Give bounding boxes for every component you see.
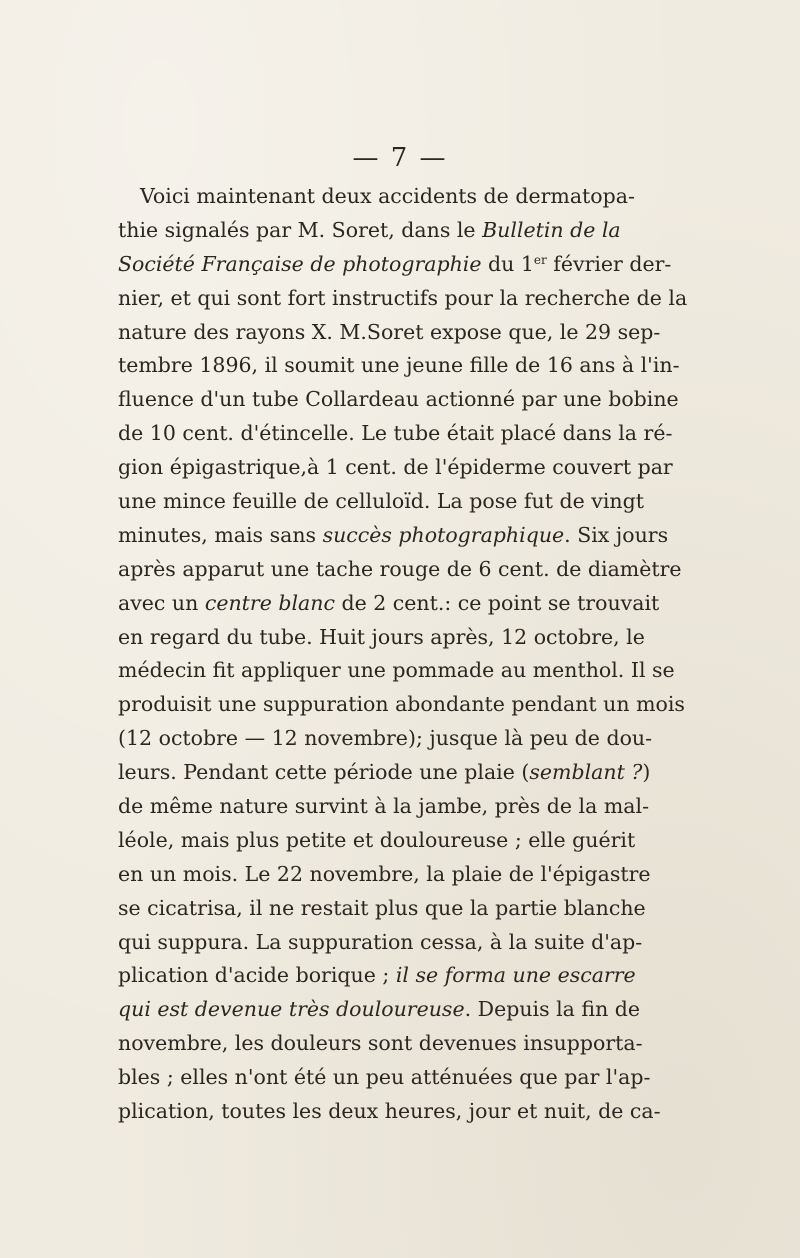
- text-segment: tembre 1896, il soumit une jeune fille de 16 ans à l'in-: [118, 353, 680, 378]
- text-segment: ): [642, 760, 651, 785]
- body-text: [118, 180, 688, 1129]
- text-line: [118, 993, 641, 1027]
- text-segment: leurs. Pendant cette période une plaie (: [118, 760, 530, 785]
- text-segment: novembre, les douleurs sont devenues insupporta-: [118, 1031, 643, 1056]
- text-segment: plication d'acide borique ;: [118, 963, 396, 988]
- page-number: — 7 —: [352, 143, 448, 173]
- text-line: [118, 316, 661, 350]
- text-line: [118, 553, 682, 587]
- italic-text: succès photographique: [322, 522, 565, 547]
- text-line: [118, 892, 646, 926]
- text-segment: après apparut une tache rouge de 6 cent. de diamètre: [118, 556, 682, 581]
- italic-text: semblant ?: [529, 760, 643, 785]
- text-segment: en un mois. Le 22 novembre, la plaie de l'épigastre: [118, 861, 651, 886]
- text-segment: du 1: [481, 251, 534, 276]
- text-segment: une mince feuille de celluloïd. La pose fut de vingt: [118, 489, 644, 514]
- text-segment: (12 octobre — 12 novembre); jusque là peu de dou-: [118, 726, 653, 751]
- text-segment: minutes, mais sans: [118, 522, 323, 547]
- text-line: [118, 790, 649, 824]
- text-line: [118, 688, 685, 722]
- text-segment: février der-: [546, 251, 672, 276]
- text-segment: Voici maintenant deux accidents de dermatopa-: [140, 184, 635, 208]
- text-segment: avec un: [118, 590, 205, 615]
- text-line: [118, 926, 643, 960]
- text-segment: en regard du tube. Huit jours après, 12 octobre, le: [118, 624, 645, 649]
- text-line: [118, 1027, 643, 1061]
- text-segment: . Six jours: [564, 522, 669, 547]
- text-segment: qui suppura. La suppuration cessa, à la suite d'ap-: [118, 929, 643, 954]
- text-line: [118, 349, 680, 383]
- text-line: [118, 451, 673, 485]
- italic-text: qui est devenue très douloureuse: [118, 997, 465, 1022]
- text-line: [118, 722, 653, 756]
- text-line: [118, 383, 679, 417]
- text-line: [118, 485, 644, 519]
- text-line: [118, 1061, 651, 1095]
- text-line: [118, 959, 636, 993]
- text-segment: de même nature survint à la jambe, près de la mal-: [118, 794, 649, 819]
- text-segment: nier, et qui sont fort instructifs pour la recherche de la: [118, 285, 688, 310]
- text-line: [118, 282, 688, 316]
- text-segment: bles ; elles n'ont été un peu atténuées que par l'ap-: [118, 1065, 651, 1090]
- text-line: [118, 214, 621, 248]
- italic-text: il se forma une escarre: [395, 963, 636, 988]
- text-segment: . Depuis la fin de: [464, 997, 641, 1022]
- superscript: er: [533, 252, 547, 267]
- text-segment: thie signalés par M. Soret, dans le: [118, 217, 483, 242]
- text-segment: produisit une suppuration abondante pendant un mois: [118, 692, 685, 717]
- text-segment: de 10 cent. d'étincelle. Le tube était placé dans la ré-: [118, 421, 673, 446]
- text-line: [118, 587, 660, 621]
- text-segment: de 2 cent.: ce point se trouvait: [334, 590, 660, 615]
- text-segment: se cicatrisa, il ne restait plus que la partie blanche: [118, 895, 646, 920]
- text-line: [118, 519, 669, 553]
- text-line: [118, 756, 651, 790]
- text-line: [118, 417, 673, 451]
- text-segment: plication, toutes les deux heures, jour et nuit, de ca-: [118, 1099, 661, 1124]
- text-segment: fluence d'un tube Collardeau actionné par une bobine: [118, 387, 679, 412]
- text-line: [118, 248, 672, 282]
- text-line: [118, 858, 651, 892]
- italic-text: Bulletin de la: [482, 217, 621, 242]
- text-segment: nature des rayons X. M.Soret expose que, le 29 sep-: [118, 319, 661, 344]
- text-segment: médecin fit appliquer une pommade au menthol. Il se: [118, 658, 675, 683]
- italic-text: centre blanc: [204, 590, 335, 615]
- text-line: [118, 654, 675, 688]
- text-line: [118, 180, 635, 214]
- text-segment: léole, mais plus petite et douloureuse ; elle guérit: [118, 827, 636, 852]
- text-line: [118, 824, 636, 858]
- italic-text: Société Française de photographie: [118, 251, 482, 276]
- text-segment: gion épigastrique,à 1 cent. de l'épiderme couvert par: [118, 455, 673, 480]
- text-line: [118, 1095, 661, 1129]
- text-line: [118, 621, 645, 655]
